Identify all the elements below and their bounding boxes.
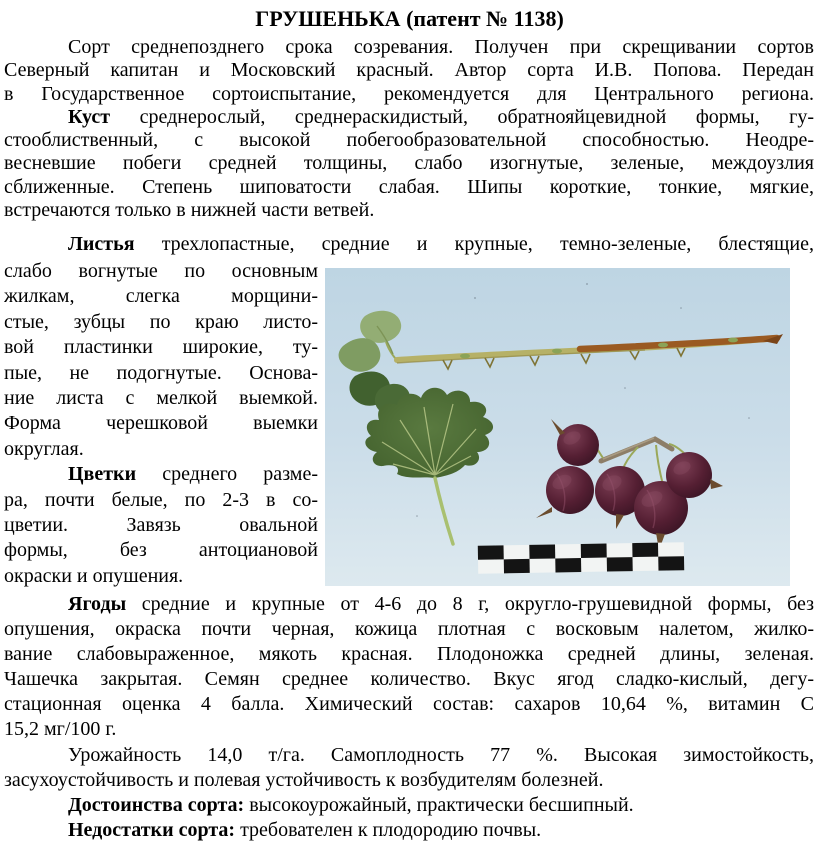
- text-line: ние листа с мелкой выемкой.: [4, 386, 318, 409]
- text-line: жилкам, слегка морщини-: [4, 285, 318, 308]
- intro-and-bush-paragraphs: [4, 36, 814, 222]
- scale-ruler: [478, 542, 684, 574]
- text-line: Северный капитан и Московский красный. Автор сорта И.В. Попова. Передан: [4, 59, 814, 82]
- leaf-and-flowers-column: [4, 259, 318, 589]
- flowers-lead: Цветки: [68, 463, 137, 486]
- text-line: [4, 592, 814, 617]
- text-line: [4, 462, 318, 487]
- text-line: сближенные. Степень шиповатости слабая. Шипы короткие, тонкие, мягкие,: [4, 175, 814, 198]
- drawbacks-text: требователен к плодородию почвы.: [235, 819, 542, 842]
- merits-text: высокоурожайный, практически бесшипный.: [244, 794, 634, 817]
- text-line: [4, 106, 814, 129]
- berries-line: средние и крупные от 4-6 до 8 г, округло-грушевидной формы, без: [126, 593, 814, 615]
- text-line: [4, 793, 814, 818]
- text-line: вой пластинки широкие, ту-: [4, 336, 318, 359]
- yield-merits-drawbacks: [4, 743, 814, 843]
- text-line: стационная оценка 4 балла. Химический состав: сахаров 10,64 %, витамин С: [4, 693, 814, 716]
- berries-lead: Ягоды: [68, 593, 127, 615]
- text-line: пые, не подогнутые. Основа-: [4, 361, 318, 384]
- text-line: [4, 36, 814, 59]
- text-line: округлая.: [4, 437, 84, 460]
- page-title: ГРУШЕНЬКА (патент № 1138): [255, 6, 564, 31]
- specimen-photo: [325, 268, 790, 586]
- berry: [546, 466, 594, 514]
- text-line: засухоустойчивость и полевая устойчивость к возбудителям болезней.: [4, 769, 604, 792]
- text-line: Форма черешковой выемки: [4, 412, 318, 435]
- text-line: [4, 818, 814, 843]
- text-line: опушения, окраска почти черная, кожица плотная с восковым налетом, жилко-: [4, 618, 814, 641]
- leaves-lead: Листья: [68, 233, 135, 255]
- berries-paragraph: [4, 592, 814, 743]
- text-line: [4, 743, 814, 768]
- leaves-line: трехлопастные, средние и крупные, темно-зеленые, блестящие,: [134, 233, 814, 255]
- berry: [557, 424, 599, 466]
- berry: [666, 452, 712, 498]
- text-line: Чашечка закрытая. Семян среднее количество. Вкус ягод сладко-кислый, дегу-: [4, 668, 814, 691]
- text-line: формы, без антоциановой: [4, 539, 318, 562]
- text-line: слабо вогнутые по основным: [4, 260, 318, 282]
- text-line: ра, почти белые, по 2-3 в со-: [4, 488, 318, 511]
- flowers-line: среднего разме-: [136, 463, 318, 486]
- text-line: стые, зубцы по краю листо-: [4, 310, 318, 333]
- intro-line: Сорт среднепозднего срока созревания. Получен при скрещивании сортов: [68, 36, 814, 58]
- text-line: стооблиственный, с высокой побегообразовательной способностью. Неодре-: [4, 129, 814, 152]
- text-line: в Государственное сортоиспытание, рекомендуется для Центрального региона.: [4, 82, 814, 105]
- text-line: встречаются только в нижней части ветвей.: [4, 199, 375, 222]
- bush-line: среднерослый, среднераскидистый, обратнояйцевидной формы, гу-: [110, 105, 814, 128]
- text-line: [4, 232, 814, 257]
- text-line: цветии. Завязь овальной: [4, 513, 318, 536]
- drawbacks-lead: Недостатки сорта:: [68, 819, 236, 842]
- text-line: окраски и опушения.: [4, 564, 184, 587]
- text-line: весневшие побеги средней толщины, слабо изогнутые, зеленые, междоузлия: [4, 152, 814, 175]
- bush-lead: Куст: [68, 105, 111, 128]
- text-line: 15,2 мг/100 г.: [4, 718, 117, 741]
- leaves-paragraph-first-line: [4, 232, 814, 257]
- merits-lead: Достоинства сорта:: [68, 794, 245, 817]
- text-line: вание слабовыраженное, мякоть красная. Плодоножка средней длины, зеленая.: [4, 643, 814, 666]
- yield-line: Урожайность 14,0 т/га. Самоплодность 77 %. Высокая зимостойкость,: [68, 744, 814, 766]
